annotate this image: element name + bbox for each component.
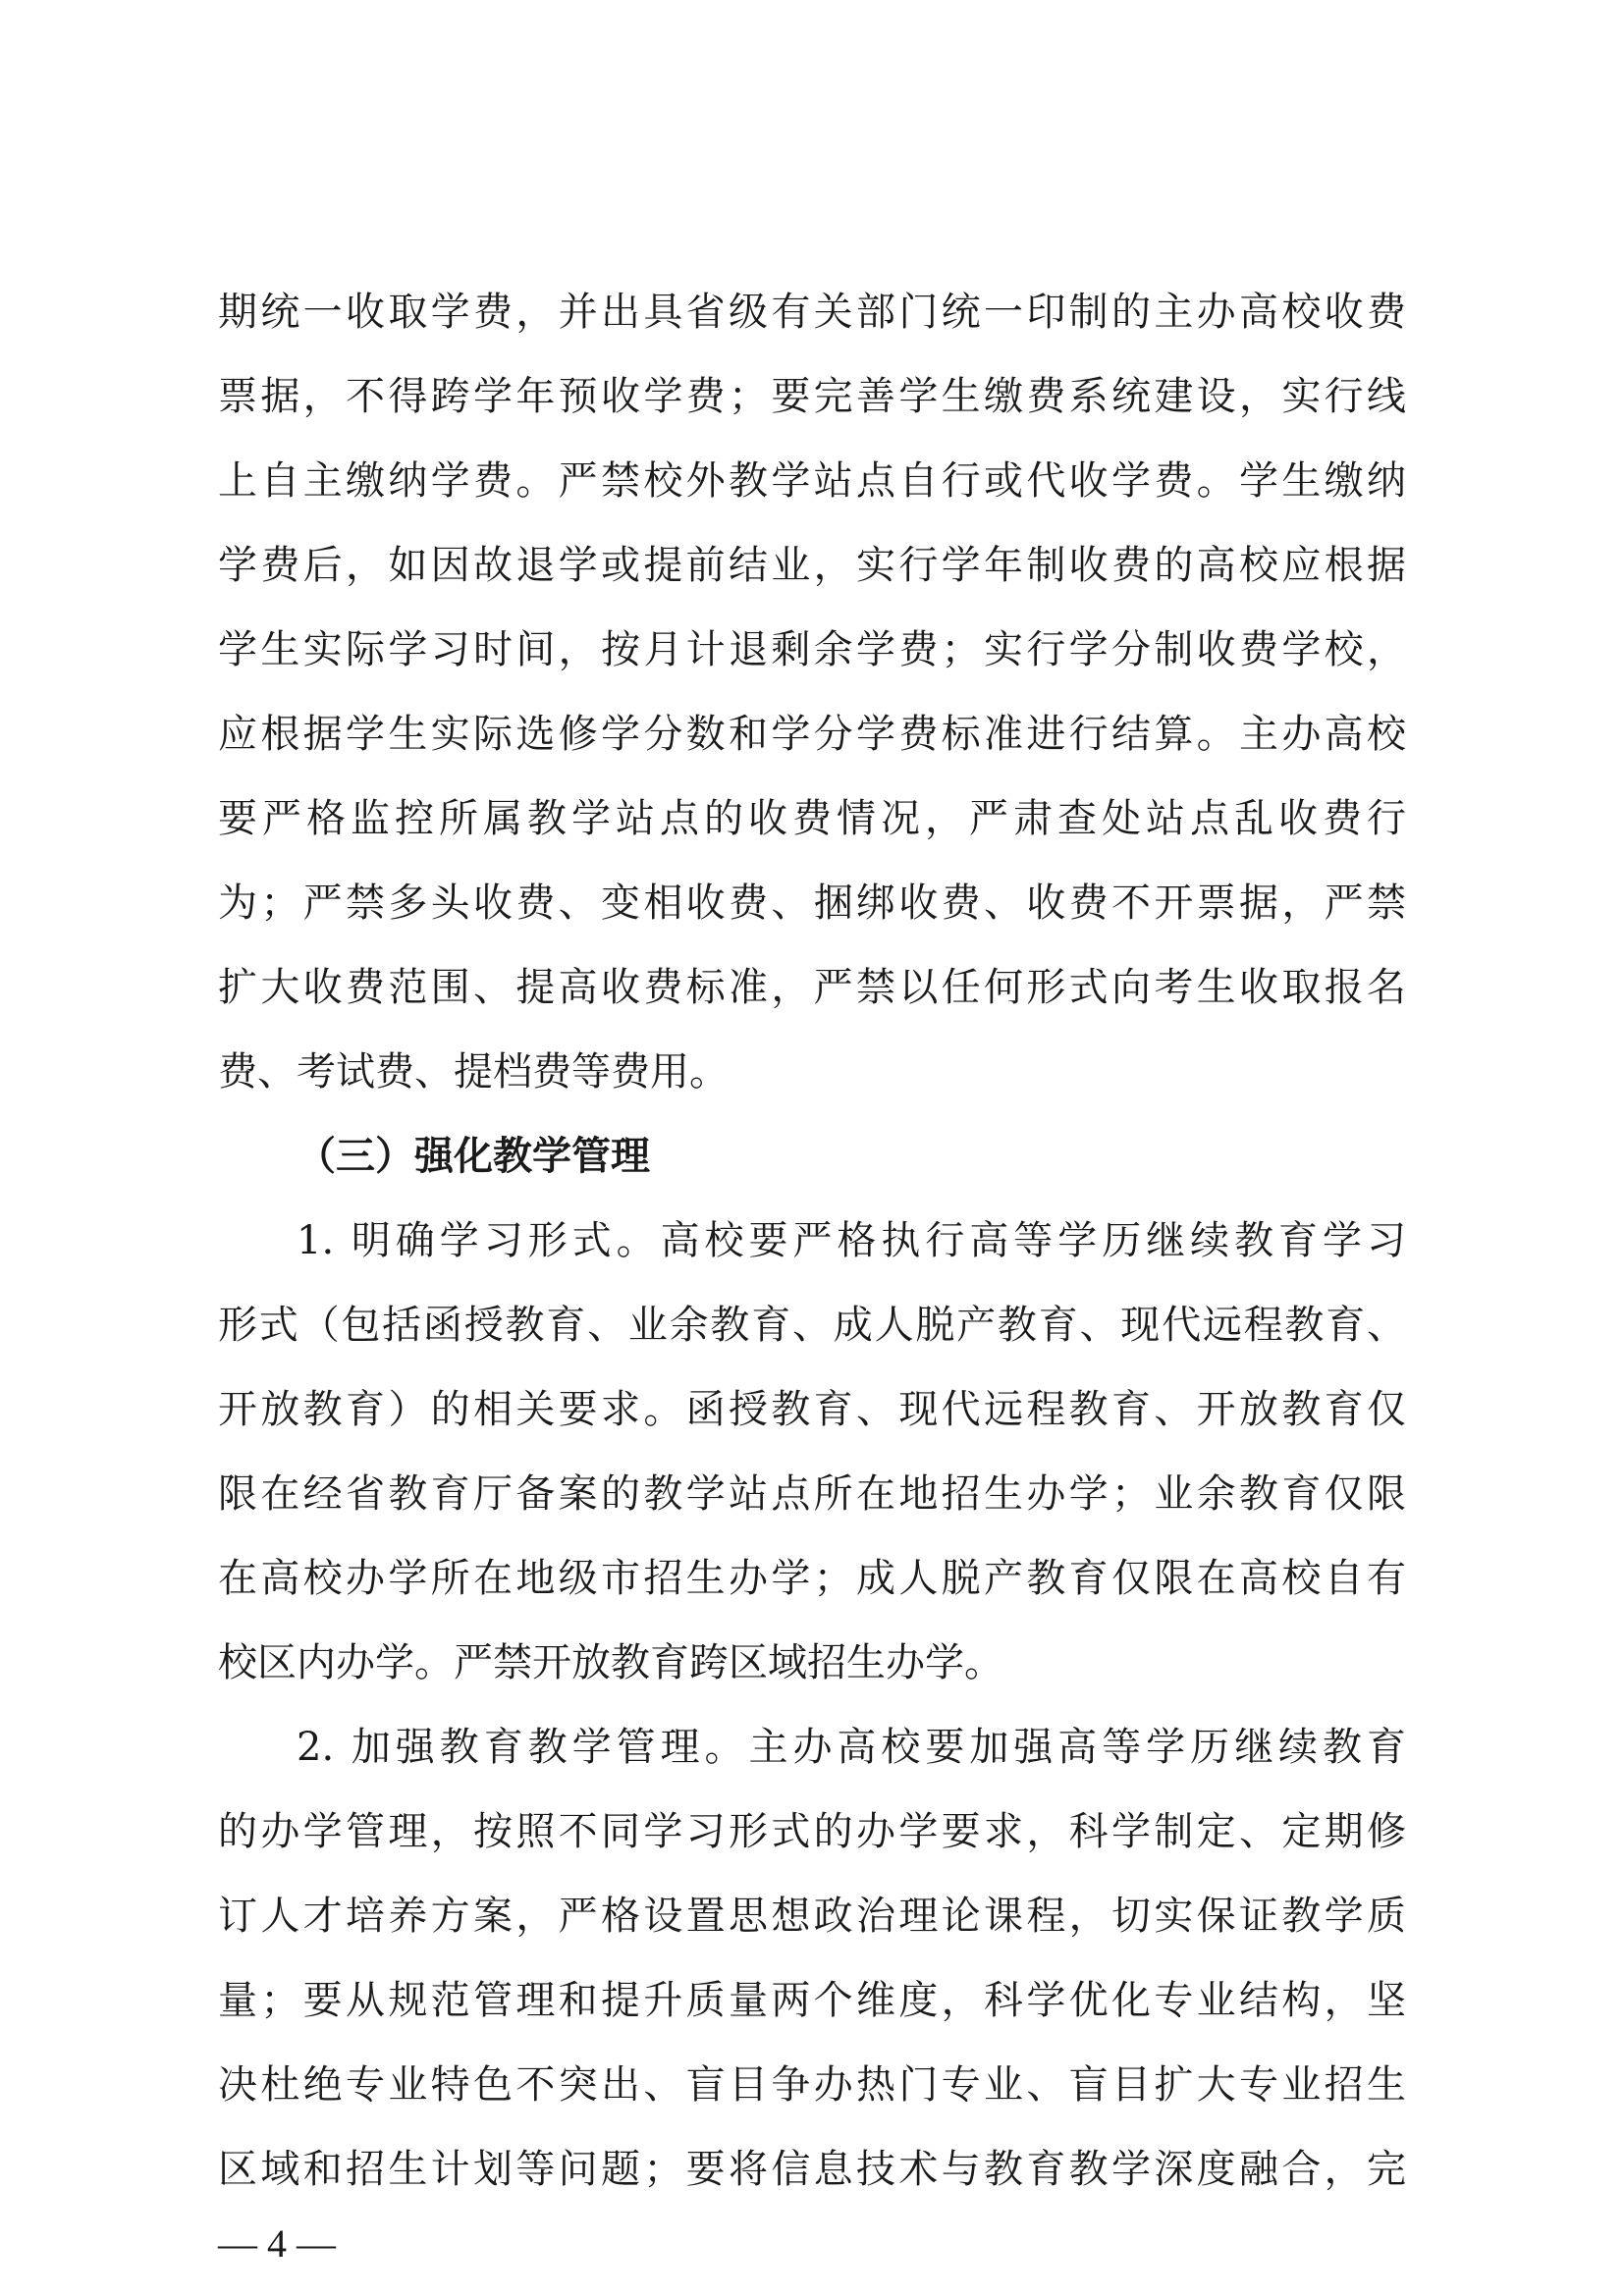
body-text-line: 票据，不得跨学年预收学费；要完善学生缴费系统建设，实行线 <box>218 374 1406 419</box>
numbered-paragraph-start: 1. 明确学习形式。高校要严格执行高等学历继续教育学习 <box>297 1218 1406 1263</box>
body-text-line: 应根据学生实际选修学分数和学分学费标准进行结算。主办高校 <box>218 712 1406 757</box>
body-text-line: 为；严禁多头收费、变相收费、捆绑收费、收费不开票据，严禁 <box>218 881 1406 926</box>
body-text-line: 开放教育）的相关要求。函授教育、现代远程教育、开放教育仅 <box>218 1387 1406 1432</box>
body-text-line: 量；要从规范管理和提升质量两个维度，科学优化专业结构，坚 <box>218 1978 1406 2023</box>
section-heading: （三）强化教学管理 <box>297 1134 650 1179</box>
body-text-line: 的办学管理，按照不同学习形式的办学要求，科学制定、定期修 <box>218 1809 1406 1854</box>
body-text-line: 区域和招生计划等问题；要将信息技术与教育教学深度融合，完 <box>218 2147 1406 2192</box>
body-text-line: 决杜绝专业特色不突出、盲目争办热门专业、盲目扩大专业招生 <box>218 2062 1406 2108</box>
body-text-line: 要严格监控所属教学站点的收费情况，严肃查处站点乱收费行 <box>218 796 1406 841</box>
body-text-line: 学生实际学习时间，按月计退剩余学费；实行学分制收费学校， <box>218 627 1406 672</box>
body-text-line: 上自主缴纳学费。严禁校外教学站点自行或代收学费。学生缴纳 <box>218 458 1406 504</box>
numbered-paragraph-start: 2. 加强教育教学管理。主办高校要加强高等学历继续教育 <box>297 1725 1406 1770</box>
body-text-line: 在高校办学所在地级市招生办学；成人脱产教育仅限在高校自有 <box>218 1556 1406 1601</box>
page-number: — 4 — <box>218 2221 336 2266</box>
body-text-line: 费、考试费、提档费等费用。 <box>218 1049 729 1095</box>
body-text-line: 校区内办学。严禁开放教育跨区域招生办学。 <box>218 1640 1003 1685</box>
body-text-line: 学费后，如因故退学或提前结业，实行学年制收费的高校应根据 <box>218 543 1406 588</box>
body-text-line: 形式（包括函授教育、业余教育、成人脱产教育、现代远程教育、 <box>218 1303 1406 1348</box>
body-text-line: 期统一收取学费，并出具省级有关部门统一印制的主办高校收费 <box>218 290 1406 335</box>
body-text-line: 限在经省教育厅备案的教学站点所在地招生办学；业余教育仅限 <box>218 1471 1406 1517</box>
body-text-line: 订人才培养方案，严格设置思想政治理论课程，切实保证教学质 <box>218 1894 1406 1939</box>
body-text-line: 扩大收费范围、提高收费标准，严禁以任何形式向考生收取报名 <box>218 965 1406 1010</box>
